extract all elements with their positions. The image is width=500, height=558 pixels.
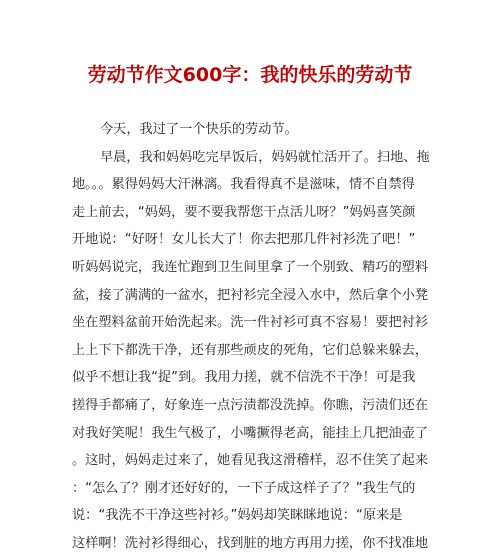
body-line: 。这时，妈妈走过来了，她看见我这滑稽样，忍不住笑了起来	[72, 453, 429, 469]
body-line: 这样啊！洗衬衫得细心，找到脏的地方再用力搓，你不找准地	[72, 535, 429, 551]
body-line: 盆，接了满满的一盆水，把衬衫完全浸入水中，然后拿个小凳	[72, 287, 429, 303]
body-line: 地。。。累得妈妈大汗淋漓。我看得真不是滋味，情不自禁得	[72, 177, 415, 193]
body-line: ：“怎么了？刚才还好好的，一下子成这样子了？”我生气的	[72, 480, 416, 496]
body-line: 走上前去，“妈妈，要不要我帮您干点活儿呀？”妈妈喜笑颜	[72, 204, 416, 220]
body-line: 开地说：“好呀！女儿长大了！你去把那几件衬衫洗了吧！”	[72, 232, 416, 248]
body-line: 对我好笑呢！我生气极了，小嘴撅得老高，能挂上几把油壶了	[72, 425, 429, 441]
body-line: 说：“我洗不干净这些衬衫。”妈妈却笑眯眯地说：“原来是	[72, 508, 403, 524]
body-line: 坐在塑料盆前开始洗起来。洗一件衬衫可真不容易！要把衬衫	[72, 315, 429, 331]
body-line: 听妈妈说完，我连忙跑到卫生间里拿了一个别致、精巧的塑料	[72, 259, 429, 275]
body-line: 今天，我过了一个快乐的劳动节。	[100, 122, 298, 137]
article-title: 劳动节作文600字：我的快乐的劳动节	[87, 64, 413, 86]
body-line: 早晨，我和妈妈吃完早饭后，妈妈就忙活开了。扫地、拖	[100, 149, 430, 165]
article-body	[72, 116, 434, 558]
body-line: 上上下下都洗干净，还有那些顽皮的死角，它们总躲来躲去，	[72, 342, 429, 358]
body-line: 似乎不想让我“捉”到。我用力搓，就不信洗不干净！可是我	[72, 370, 416, 386]
body-line: 搓得手都痛了，好象连一点污渍都没洗掉。你瞧，污渍们还在	[72, 397, 429, 413]
